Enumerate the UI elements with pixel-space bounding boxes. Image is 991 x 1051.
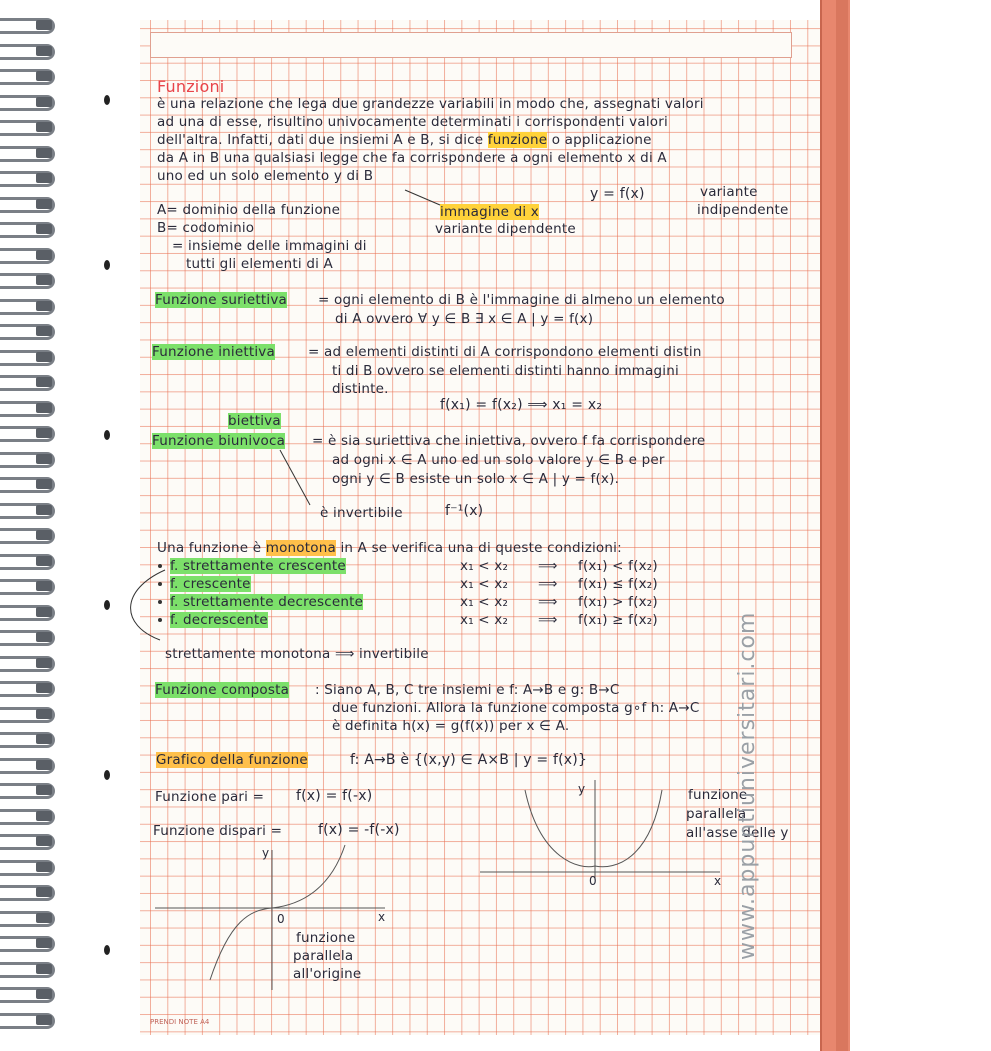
suriettiva-text-1: = ogni elemento di B è l'immagine di almeno un elemento xyxy=(318,292,725,308)
mono-item-3-label: f. strettamente decrescente xyxy=(170,594,364,610)
mono-item-3-result: f(x₁) > f(x₂) xyxy=(578,594,658,610)
dispari-label: Funzione dispari = xyxy=(153,823,283,839)
bullet-dot xyxy=(158,618,162,622)
bullet-dot xyxy=(158,582,162,586)
formula-main: y = f(x) xyxy=(590,186,645,202)
definition-text: dell'altra. Infatti, dati due insiemi A e B, si dice xyxy=(157,132,484,148)
definition-line-1: è una relazione che lega due grandezze variabili in modo che, assegnati valori xyxy=(157,96,704,112)
biunivoca-text-3: ogni y ∈ B esiste un solo x ∈ A | y = f(x). xyxy=(332,471,620,487)
biunivoca-label: Funzione biunivoca xyxy=(152,433,286,449)
monotona-word: monotona xyxy=(265,540,336,556)
pari-note-2: parallela xyxy=(686,806,747,822)
image-label: immagine di x xyxy=(440,204,539,220)
codomain-text: B= codominio xyxy=(157,220,255,236)
dispari-formula: f(x) = -f(-x) xyxy=(318,822,400,838)
monotona-intro-text: Una funzione è xyxy=(157,540,262,556)
footer-brand: PRENDI NOTE A4 xyxy=(150,1018,210,1026)
pari-label: Funzione pari = xyxy=(155,789,265,805)
biettiva-label: biettiva xyxy=(228,413,281,429)
arrow-line xyxy=(280,450,310,505)
odd-x-label: x xyxy=(378,910,386,924)
mono-item-3-cond: x₁ < x₂ xyxy=(460,594,509,610)
monotona-intro-end: in A se verifica una di queste condizioni: xyxy=(340,540,622,556)
arrow-line xyxy=(405,190,440,205)
even-curve xyxy=(525,790,662,867)
odd-y-label: y xyxy=(262,846,270,860)
mono-item-1-label: f. strettamente crescente xyxy=(170,558,346,574)
iniettiva-label: Funzione iniettiva xyxy=(152,344,275,360)
even-x-label: x xyxy=(714,874,722,888)
biunivoca-note: è invertibile xyxy=(320,505,403,521)
dispari-note-1: funzione xyxy=(296,930,356,946)
mono-arrow-2: ⟹ xyxy=(538,576,558,592)
mono-item-4-result: f(x₁) ≥ f(x₂) xyxy=(578,612,658,628)
image-note: variante dipendente xyxy=(435,221,576,237)
even-y-label: y xyxy=(578,782,586,796)
dispari-note-3: all'origine xyxy=(293,966,362,982)
page-title: Funzioni xyxy=(157,77,225,96)
mono-item-1-cond: x₁ < x₂ xyxy=(460,558,509,574)
iniettiva-formula: f(x₁) = f(x₂) ⟹ x₁ = x₂ xyxy=(440,397,603,413)
codomain-note-2: tutti gli elementi di A xyxy=(186,256,333,272)
definition-text-end: o applicazione xyxy=(551,132,652,148)
mono-arrow-1: ⟹ xyxy=(538,558,558,574)
mono-item-1-result: f(x₁) < f(x₂) xyxy=(578,558,658,574)
indep-var-line-1: variante xyxy=(700,184,758,200)
watermark-text: www.appuntiuniversitari.com xyxy=(735,611,760,960)
mono-arrow-3: ⟹ xyxy=(538,594,558,610)
dispari-note-2: parallela xyxy=(293,948,354,964)
composta-label: Funzione composta xyxy=(155,682,290,698)
pari-formula: f(x) = f(-x) xyxy=(296,788,373,804)
mono-item-2-label: f. crescente xyxy=(170,576,251,592)
composta-text-2: due funzioni. Allora la funzione composta g∘f h: A→C xyxy=(332,700,700,716)
domain-text: A= dominio della funzione xyxy=(157,202,341,218)
composta-text-1: : Siano A, B, C tre insiemi e f: A→B e g: B→C xyxy=(315,682,620,698)
suriettiva-text-2: di A ovvero ∀ y ∈ B ∃ x ∈ A | y = f(x) xyxy=(335,311,594,327)
iniettiva-text-2: ti di B ovvero se elementi distinti hanno immagini xyxy=(332,363,679,379)
suriettiva-label: Funzione suriettiva xyxy=(155,292,287,308)
biunivoca-text-2: ad ogni x ∈ A uno ed un solo valore y ∈ B e per xyxy=(332,452,665,468)
grafico-label: Grafico della funzione xyxy=(156,752,308,768)
odd-origin-label: 0 xyxy=(277,912,285,926)
mono-item-2-cond: x₁ < x₂ xyxy=(460,576,509,592)
iniettiva-text-3: distinte. xyxy=(332,381,389,397)
bracket-curve xyxy=(131,570,165,640)
definition-line-2: ad una di esse, risultino univocamente determinati i corrispondenti valori xyxy=(157,114,668,130)
monotona-note: strettamente monotona ⟹ invertibile xyxy=(165,646,429,662)
biunivoca-inverse: f⁻¹(x) xyxy=(445,503,484,519)
definition-line-4: da A in B una qualsiasi legge che fa corrispondere a ogni elemento x di A xyxy=(157,150,667,166)
definition-line-5: uno ed un solo elemento y di B xyxy=(157,168,374,184)
grafico-text: f: A→B è {(x,y) ∈ A×B | y = f(x)} xyxy=(350,752,588,768)
mono-item-4-cond: x₁ < x₂ xyxy=(460,612,509,628)
even-origin-label: 0 xyxy=(589,874,597,888)
pari-note-1: funzione xyxy=(688,787,748,803)
composta-text-3: è definita h(x) = g(f(x)) per x ∈ A. xyxy=(332,718,570,734)
bullet-dot xyxy=(158,600,162,604)
codomain-note-1: = insieme delle immagini di xyxy=(172,238,367,254)
mono-item-4-label: f. decrescente xyxy=(170,612,268,628)
mono-item-2-result: f(x₁) ≤ f(x₂) xyxy=(578,576,658,592)
bullet-dot xyxy=(158,564,162,568)
iniettiva-text-1: = ad elementi distinti di A corrispondono elementi distin xyxy=(308,344,702,360)
watermark xyxy=(732,540,772,960)
biunivoca-text-1: = è sia suriettiva che iniettiva, ovvero f fa corrispondere xyxy=(312,433,706,449)
highlight-funzione: funzione xyxy=(487,132,548,148)
indep-var-line-2: indipendente xyxy=(697,202,789,218)
pari-note-3: all'asse delle y xyxy=(686,825,789,841)
mono-arrow-4: ⟹ xyxy=(538,612,558,628)
